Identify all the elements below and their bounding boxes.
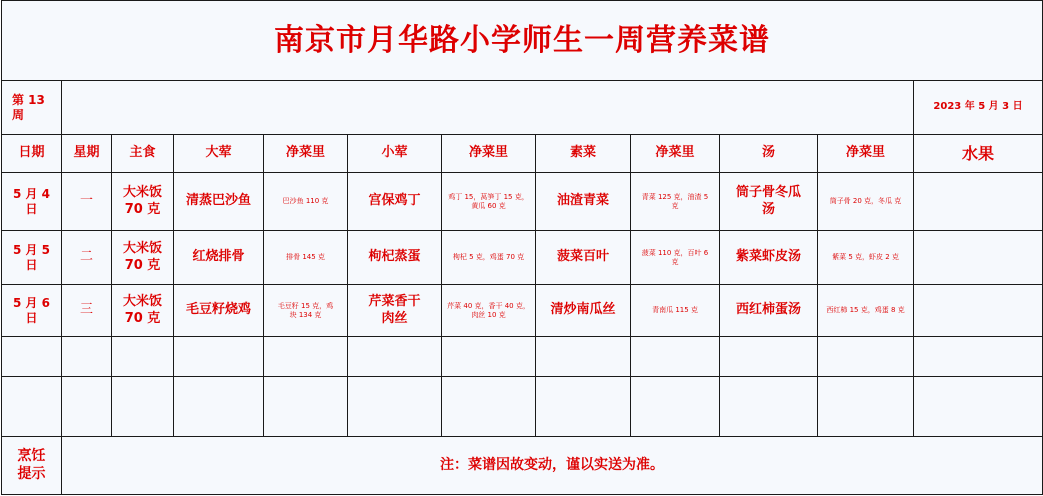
week-number <box>2 81 62 135</box>
row-staple <box>112 173 174 231</box>
header-soup: 汤 <box>720 135 818 173</box>
row-soup: 西红柿蛋汤 <box>720 285 818 337</box>
staple-amount: 70 克 <box>124 201 161 217</box>
menu-note: 注：菜谱因故变动，谨以实送为准。 <box>62 437 1043 495</box>
empty-row <box>2 337 1043 377</box>
staple-amount: 70 克 <box>124 310 161 326</box>
week-blank <box>62 81 914 135</box>
row-date-line1: 5 月 4 <box>12 186 51 201</box>
row-staple <box>112 231 174 285</box>
row-soup-net: 筒子骨 20 克，冬瓜 克 <box>818 173 914 231</box>
row-date-line2: 日 <box>25 310 38 325</box>
row-date <box>2 285 62 337</box>
small-meat-net-line1: 鸡丁 15，莴笋丁 15 克， <box>448 192 529 201</box>
row-date <box>2 231 62 285</box>
row-date-line2: 日 <box>25 257 38 272</box>
big-meat-net-line1: 毛豆籽 15 克，鸡 <box>277 301 334 310</box>
row-soup: 紫菜虾皮汤 <box>720 231 818 285</box>
menu-title: 南京市月华路小学师生一周营养菜谱 <box>2 1 1043 81</box>
staple-amount: 70 克 <box>124 257 161 273</box>
staple-name: 大米饭 <box>122 241 162 257</box>
header-staple: 主食 <box>112 135 174 173</box>
header-net-2: 净菜里 <box>442 135 536 173</box>
header-date: 日期 <box>2 135 62 173</box>
staple-name: 大米饭 <box>122 185 162 201</box>
row-soup-net: 西红柿 15 克，鸡蛋 8 克 <box>818 285 914 337</box>
veg-net-line1: 菠菜 110 克，百叶 6 <box>641 248 709 257</box>
header-big-meat: 大荤 <box>174 135 264 173</box>
row-soup-net: 紫菜 5 克，虾皮 2 克 <box>818 231 914 285</box>
soup-line2: 汤 <box>761 201 775 217</box>
header-fruit: 水果 <box>914 135 1043 173</box>
week-row <box>2 81 1043 135</box>
small-meat-net-line2: 肉丝 10 克 <box>471 310 506 319</box>
staple-name: 大米饭 <box>122 294 162 310</box>
big-meat-net-line2: 块 134 克 <box>289 310 322 319</box>
soup-line1: 筒子骨冬瓜 <box>735 185 801 201</box>
tip-line2: 提示 <box>17 465 46 482</box>
row-small-meat <box>348 285 442 337</box>
row-big-meat-net <box>264 285 348 337</box>
row-staple <box>112 285 174 337</box>
row-small-meat-net: 枸杞 5 克，鸡蛋 70 克 <box>442 231 536 285</box>
header-small-meat: 小荤 <box>348 135 442 173</box>
row-small-meat-net <box>442 173 536 231</box>
row-vegetable-net: 青南瓜 115 克 <box>631 285 720 337</box>
empty-row <box>2 377 1043 437</box>
header-net-4: 净菜里 <box>818 135 914 173</box>
row-date <box>2 173 62 231</box>
header-weekday: 星期 <box>62 135 112 173</box>
row-vegetable: 油渣青菜 <box>536 173 631 231</box>
small-meat-net-line1: 芹菜 40 克，香干 40 克， <box>447 301 530 310</box>
row-weekday: 三 <box>62 285 112 337</box>
table-row <box>2 231 1043 285</box>
row-soup <box>720 173 818 231</box>
row-vegetable: 菠菜百叶 <box>536 231 631 285</box>
row-big-meat: 清蒸巴沙鱼 <box>174 173 264 231</box>
row-date-line2: 日 <box>25 201 38 216</box>
row-vegetable-net <box>631 173 720 231</box>
week-line2: 周 <box>12 107 25 122</box>
row-vegetable-net <box>631 231 720 285</box>
row-date-line1: 5 月 6 <box>12 295 51 310</box>
issue-date: 2023 年 5 月 3 日 <box>914 81 1043 135</box>
tip-row <box>2 437 1043 495</box>
veg-net-line2: 克 <box>671 257 679 266</box>
table-row <box>2 173 1043 231</box>
small-meat-net-line2: 黄瓜 60 克 <box>471 201 506 210</box>
row-fruit <box>914 231 1043 285</box>
title-row <box>2 1 1043 81</box>
table-row <box>2 285 1043 337</box>
small-meat-line2: 肉丝 <box>381 310 408 326</box>
weekly-menu-table <box>1 0 1043 495</box>
row-small-meat: 枸杞蒸蛋 <box>348 231 442 285</box>
header-net-3: 净菜里 <box>631 135 720 173</box>
veg-net-line1: 青菜 125 克，油渣 5 <box>641 192 709 201</box>
header-net-1: 净菜里 <box>264 135 348 173</box>
row-date-line1: 5 月 5 <box>12 242 51 257</box>
header-row <box>2 135 1043 173</box>
row-big-meat: 毛豆籽烧鸡 <box>174 285 264 337</box>
row-small-meat-net <box>442 285 536 337</box>
row-weekday: 二 <box>62 231 112 285</box>
row-big-meat: 红烧排骨 <box>174 231 264 285</box>
row-weekday: 一 <box>62 173 112 231</box>
week-line1: 第 13 <box>12 92 45 107</box>
small-meat-line1: 芹菜香干 <box>368 294 421 310</box>
tip-line1: 烹饪 <box>17 448 46 464</box>
row-fruit <box>914 173 1043 231</box>
cooking-tip-label <box>2 437 62 495</box>
veg-net-line2: 克 <box>671 201 679 210</box>
row-big-meat-net: 排骨 145 克 <box>264 231 348 285</box>
row-small-meat: 宫保鸡丁 <box>348 173 442 231</box>
header-vegetable: 素菜 <box>536 135 631 173</box>
row-fruit <box>914 285 1043 337</box>
row-big-meat-net: 巴沙鱼 110 克 <box>264 173 348 231</box>
row-vegetable: 清炒南瓜丝 <box>536 285 631 337</box>
